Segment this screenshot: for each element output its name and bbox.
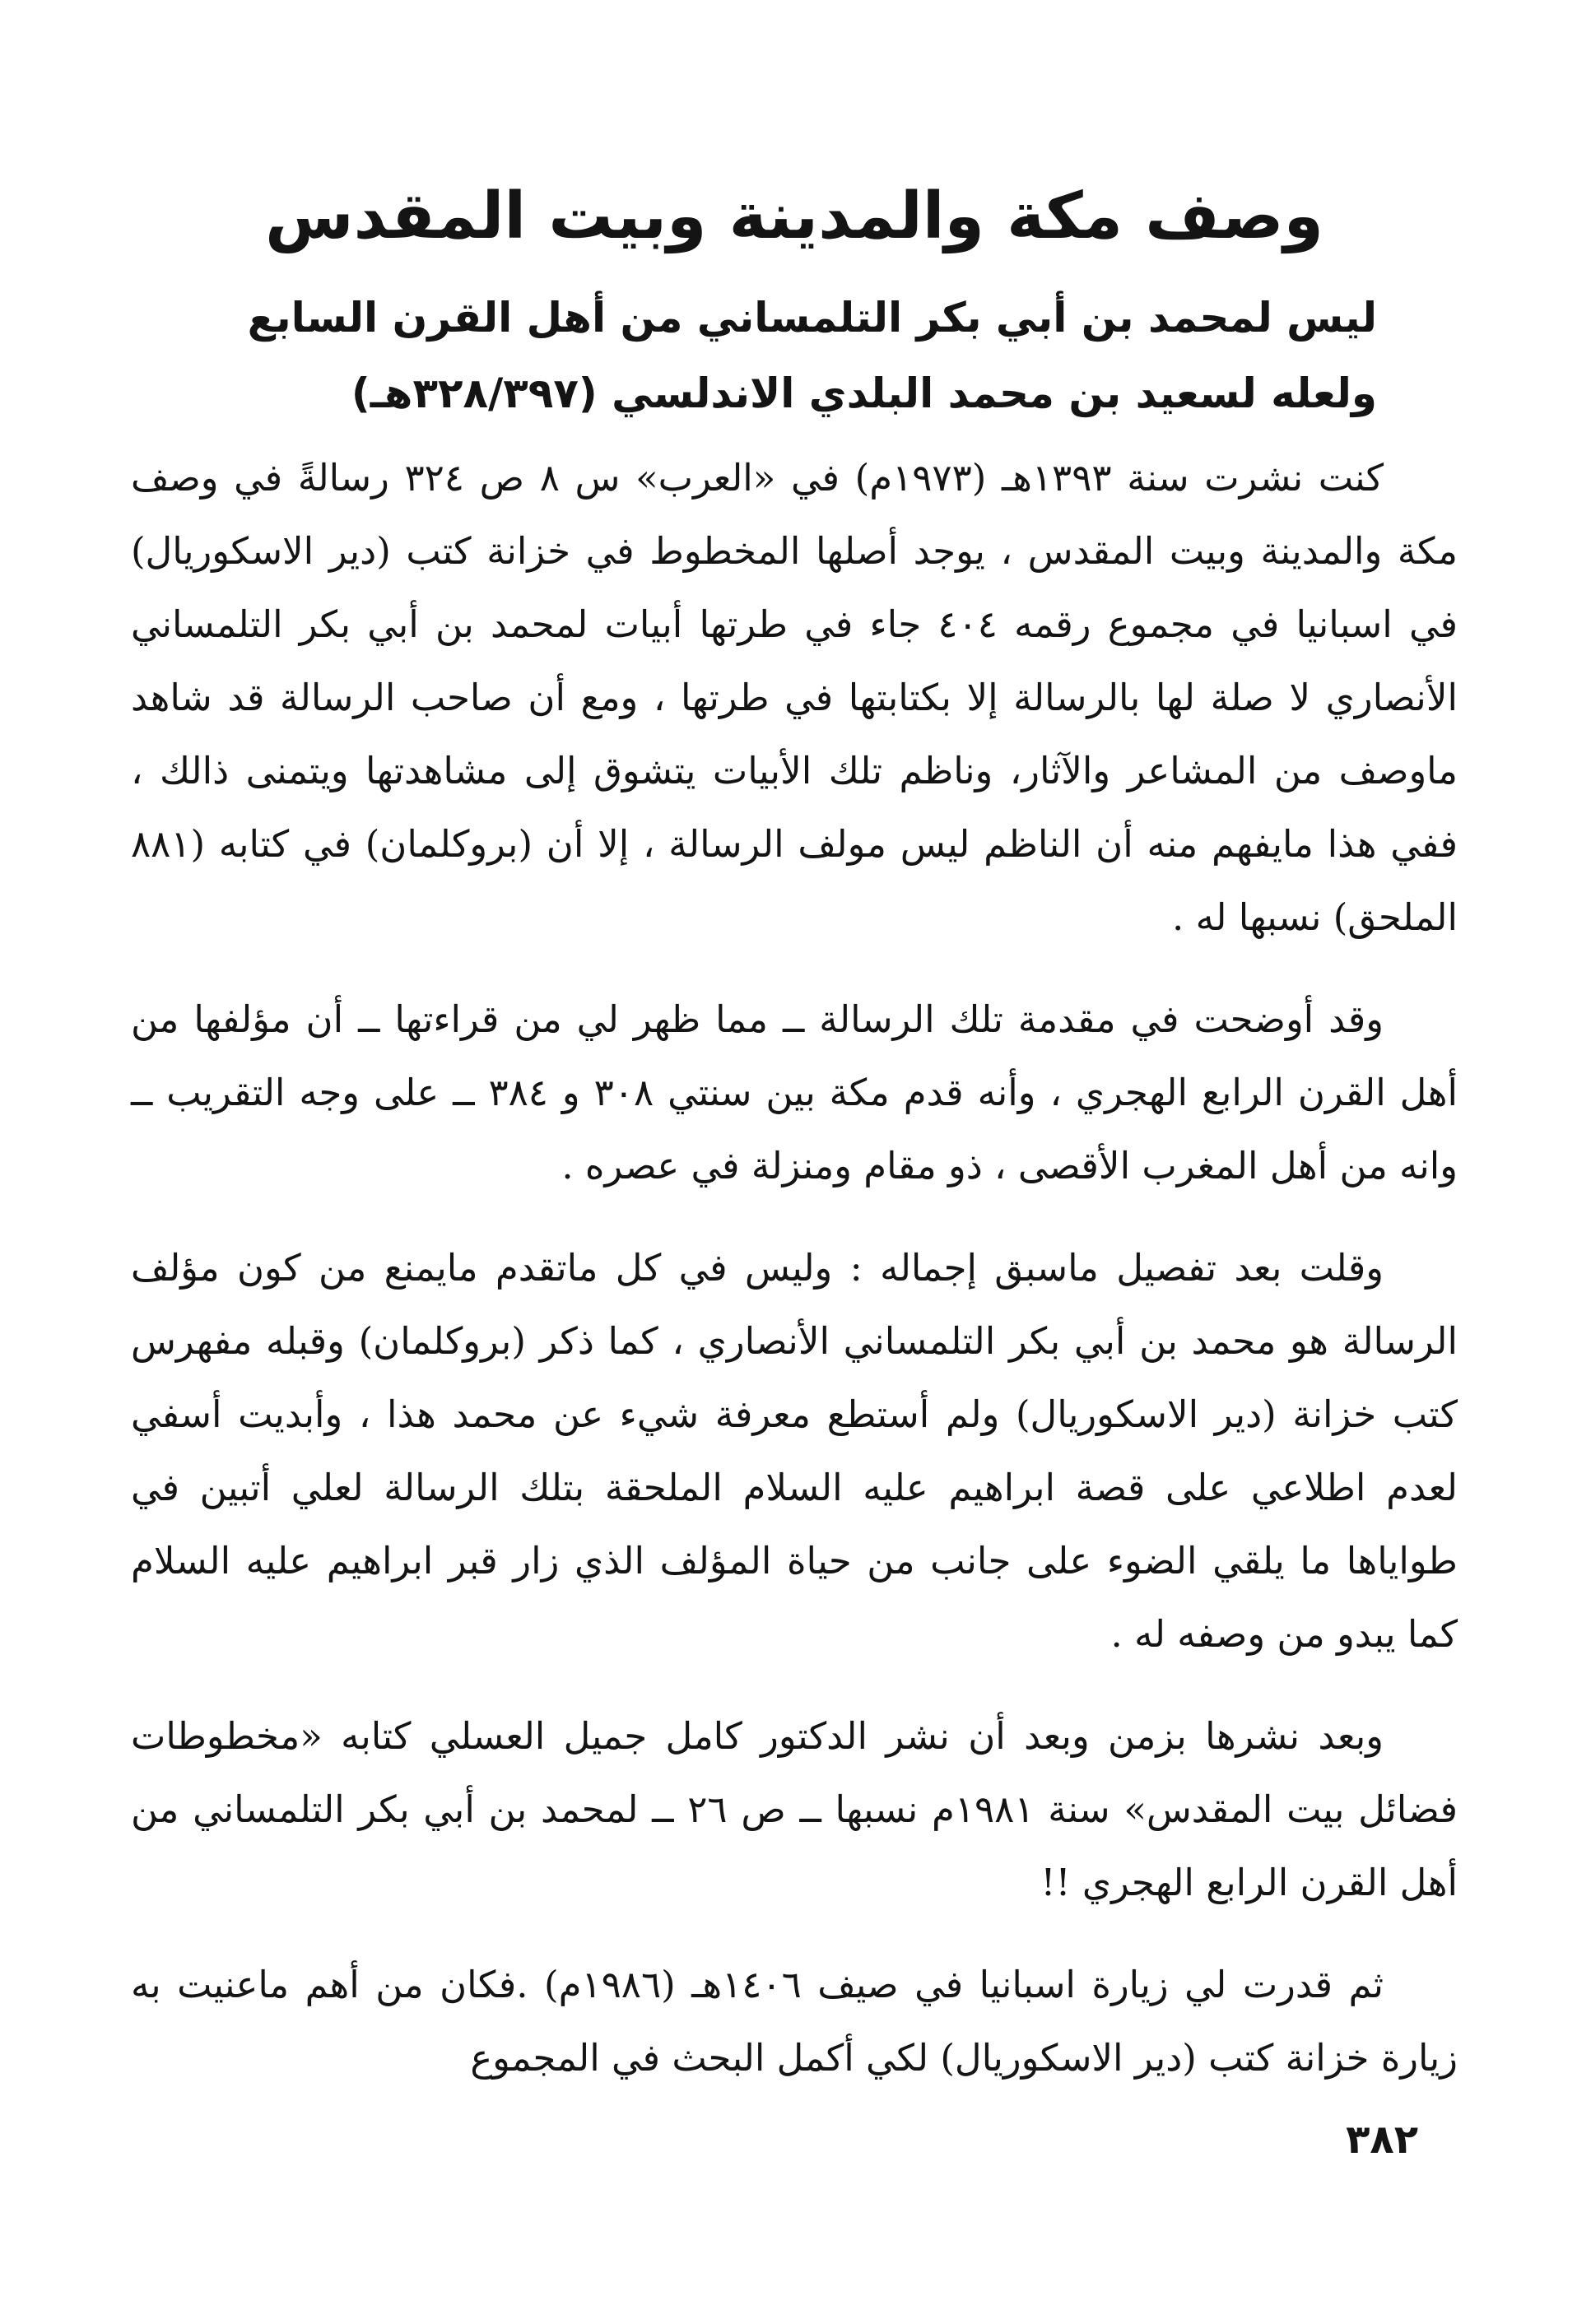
paragraph: وبعد نشرها بزمن وبعد أن نشر الدكتور كامل جميل العسلي كتابه «مخطوطات فضائل بيت المقدس» سنة ١٩٨١م نسبها ــ ص ٢٦ ــ لمحمد بن أبي بكر التلمساني من أهل القرن الرابع الهجري !! [131,1714,1458,1904]
subtitle [142,280,1377,431]
page-title: وصف مكة والمدينة وبيت المقدس [265,179,1324,253]
paragraph: ثم قدرت لي زيارة اسبانيا في صيف ١٤٠٦هـ (١٩٨٦م) .فكان من أهم ماعنيت به زيارة خزانة كتب (دير الاسكوريال) لكي أكمل البحث في المجموع [131,1963,1458,2080]
body-text [131,441,1458,2123]
paragraph: وقد أوضحت في مقدمة تلك الرسالة ــ مما ظهر لي من قراءتها ــ أن مؤلفها من أهل القرن الرابع الهجري ، وأنه قدم مكة بين سنتي ٣٠٨ و ٣٨٤ ــ على وجه التقريب ــ وانه من أهل المغرب الأقصى ، ذو مقام ومنزلة في عصره . [131,997,1458,1188]
subtitle-line: ليس لمحمد بن أبي بكر التلمساني من أهل القرن السابع [247,294,1377,342]
paragraph: وقلت بعد تفصيل ماسبق إجماله : وليس في كل ماتقدم مايمنع من كون مؤلف الرسالة هو محمد بن أبي بكر التلمساني الأنصاري ، كما ذكر (بروكلمان) وقبله مفهرس كتب خزانة (دير الاسكوريال) ولم أستطع معرفة شيء عن محمد هذا ، وأبديت أسفي لعدم اطلاعي على قصة ابراهيم عليه السلام الملحقة بتلك الرسالة لعلي أتبين في طواياها ما يلقي الضوء على جانب من حياة المؤلف الذي زار قبر ابراهيم عليه السلام كما يبدو من وصفه له . [131,1246,1458,1656]
page-number: ٣٨٢ [1346,2117,1418,2163]
paragraph: كنت نشرت سنة ١٣٩٣هـ (١٩٧٣م) في «العرب» س ٨ ص ٣٢٤ رسالةً في وصف مكة والمدينة وبيت المقدس ، يوجد أصلها المخطوط في خزانة كتب (دير الاسكوريال) في اسبانيا في مجموع رقمه ٤٠٤ جاء في طرتها أبيات لمحمد بن أبي بكر التلمساني الأنصاري لا صلة لها بالرسالة إلا بكتابتها في طرتها ، ومع أن صاحب الرسالة قد شاهد ماوصف من المشاعر والآثار، وناظم تلك الأبيات يتشوق إلى مشاهدتها ويتمنى ذالك ، ففي هذا مايفهم منه أن الناظم ليس مولف الرسالة ، إلا أن (بروكلمان) في كتابه (٨٨١ الملحق) نسبها له . [131,456,1458,939]
subtitle-line: ولعله لسعيد بن محمد البلدي الاندلسي (٣٢٨/٣٩٧هـ) [351,370,1377,417]
